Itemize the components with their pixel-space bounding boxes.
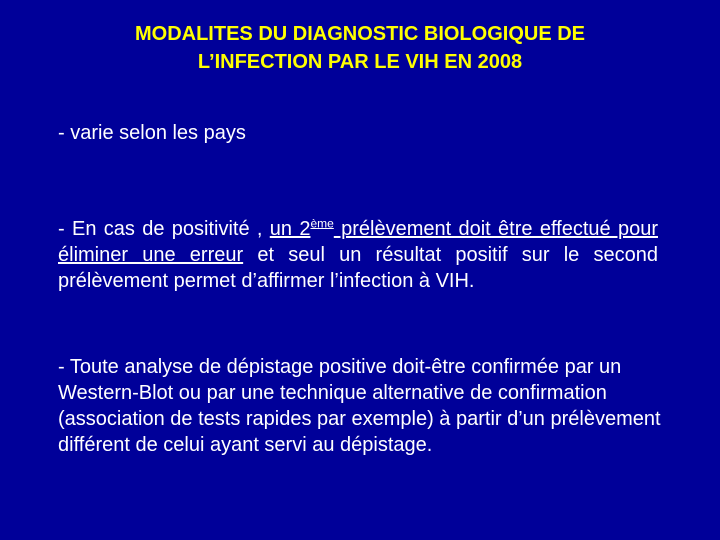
bullet-positivite xyxy=(58,216,658,294)
title-line-1: MODALITES DU DIAGNOSTIC BIOLOGIQUE DE xyxy=(134,23,585,45)
bullet-confirmation: - Toute analyse de dépistage positive doit-être confirmée par un Western-Blot ou par une technique alternative de confirmation (association de tests rapides par exemple) à partir d’un prélèvement différent de celui ayant servi au dépistage. xyxy=(58,356,661,456)
bullet-positivite-intro: - En cas de positivité , xyxy=(58,218,270,240)
bullet-varie-selon-pays: - varie selon les pays xyxy=(58,122,246,144)
title-line-2: L’INFECTION PAR LE VIH EN 2008 xyxy=(197,51,523,73)
slide-title xyxy=(40,20,680,76)
bullet-positivite-underlined-a: un 2 xyxy=(269,218,311,240)
superscript-eme: ème xyxy=(310,216,334,231)
bullet-positivite-rest: et seul un résultat positif sur le second prélèvement permet d’affirmer l’infection à VIH. xyxy=(58,244,658,292)
bullet-positivite-underlined-b: prélèvement doit être effectué pour éliminer une erreur xyxy=(58,218,658,266)
